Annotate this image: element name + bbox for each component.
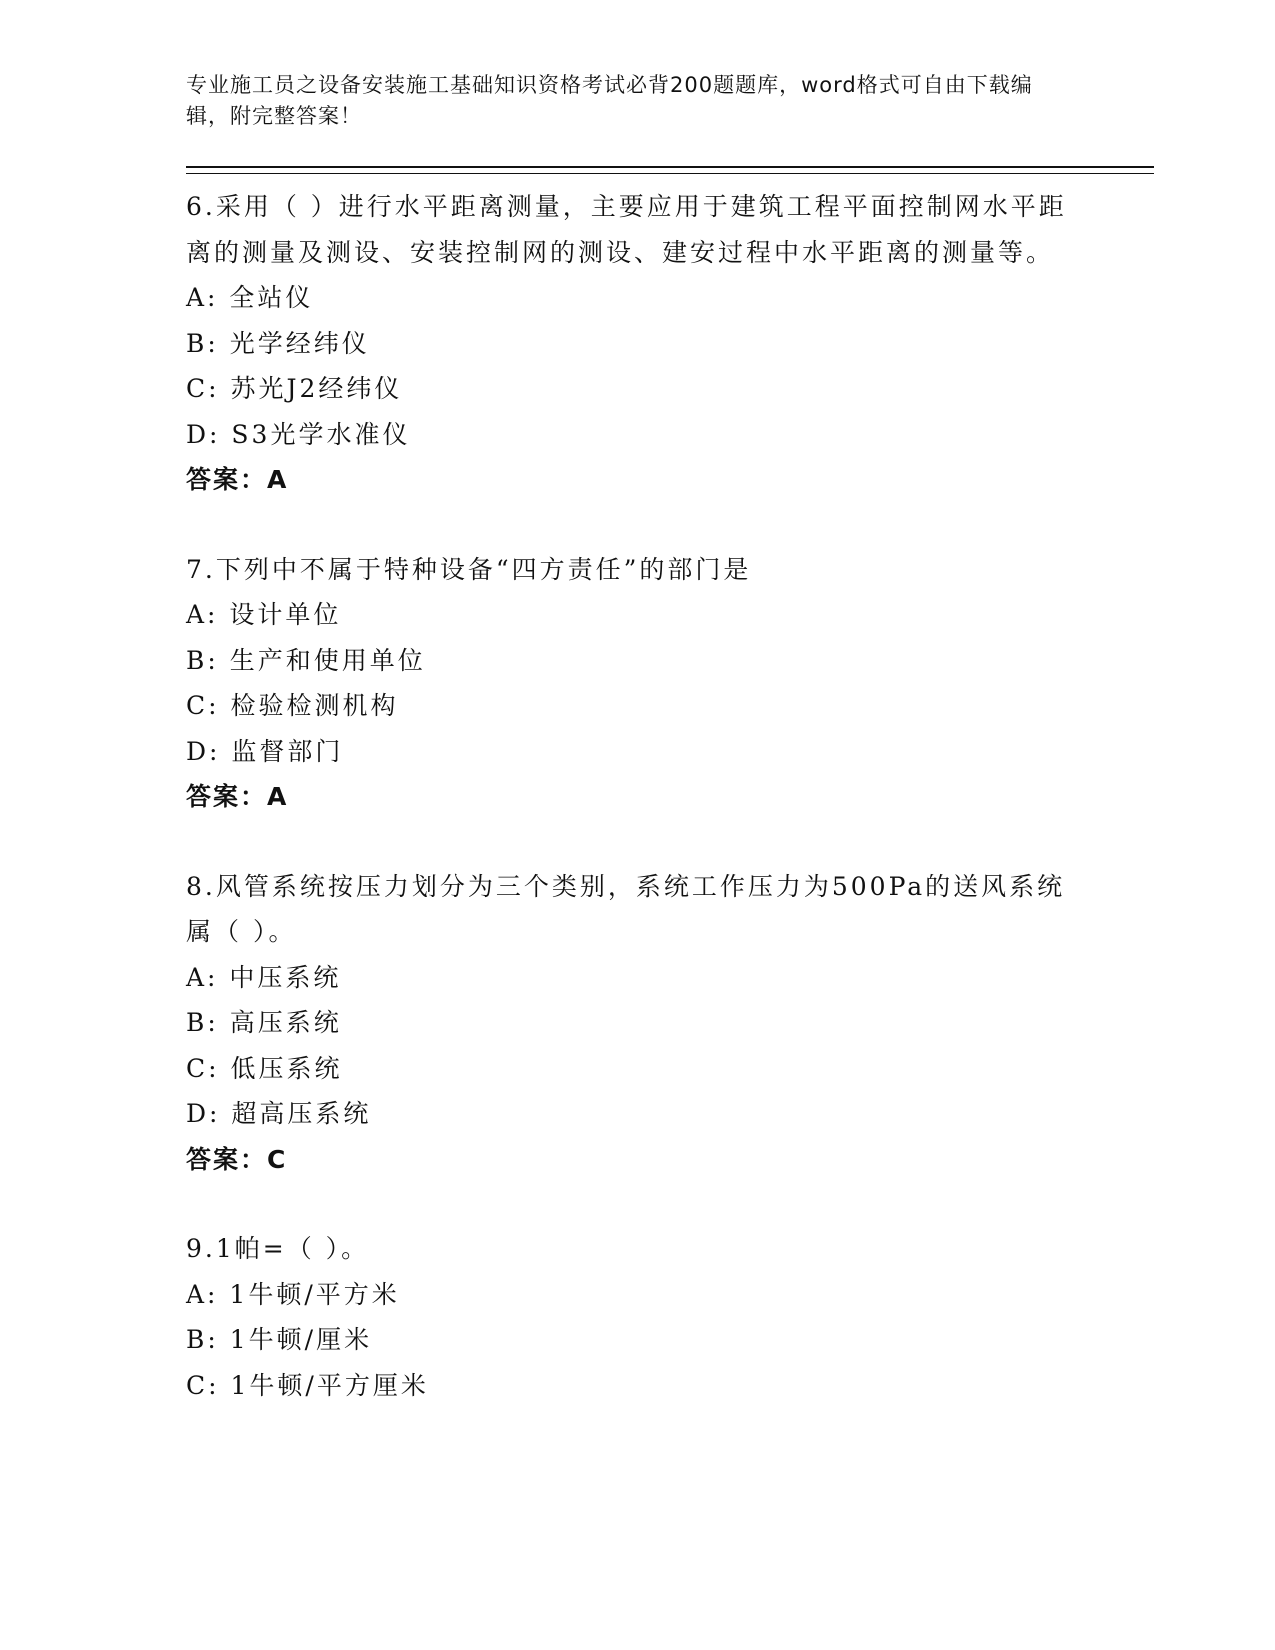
option-a: A: 1牛顿/平方米 [186,1279,400,1309]
option-d: D: 超高压系统 [186,1099,372,1128]
option-a: A: 中压系统 [186,962,342,992]
answer-label: 答案：C [186,1144,288,1174]
question-9 [186,1226,1156,1408]
header-divider [186,166,1154,174]
question-list [186,184,1156,1408]
question-text: 6.采用（ ）进行水平距离测量，主要应用于建筑工程平面控制网水平距离的测量及测设、安装控制网的测设、建安过程中水平距离的测量等。 [186,192,1067,267]
option-a: A: 设计单位 [186,600,342,629]
question-6 [186,184,1156,503]
question-text: 7.下列中不属于特种设备“四方责任”的部门是 [186,554,752,584]
answer-label: 答案：A [186,465,289,494]
option-a: A: 全站仪 [186,283,314,312]
option-d: D: 监督部门 [186,736,344,766]
document-header: 专业施工员之设备安装施工基础知识资格考试必背200题题库，word格式可自由下载编辑，附完整答案！ [186,73,1033,128]
option-c: C: 1牛顿/平方厘米 [186,1370,429,1400]
option-d: D: S3光学水准仪 [186,419,411,449]
option-b: B: 生产和使用单位 [186,645,426,675]
option-c: C: 检验检测机构 [186,691,399,720]
option-b: B: 高压系统 [186,1008,342,1037]
document-page [186,70,1156,1452]
option-b: B: 1牛顿/厘米 [186,1325,373,1354]
option-b: B: 光学经纬仪 [186,328,370,358]
question-text: 8.风管系统按压力划分为三个类别，系统工作压力为500Pa的送风系统属（ ）。 [186,871,1066,946]
question-7 [186,547,1156,820]
option-c: C: 低压系统 [186,1053,343,1083]
question-8 [186,864,1156,1183]
answer-label: 答案：A [186,782,289,811]
question-text: 9.1帕=（ ）。 [186,1234,370,1263]
option-c: C: 苏光J2经纬仪 [186,374,403,403]
